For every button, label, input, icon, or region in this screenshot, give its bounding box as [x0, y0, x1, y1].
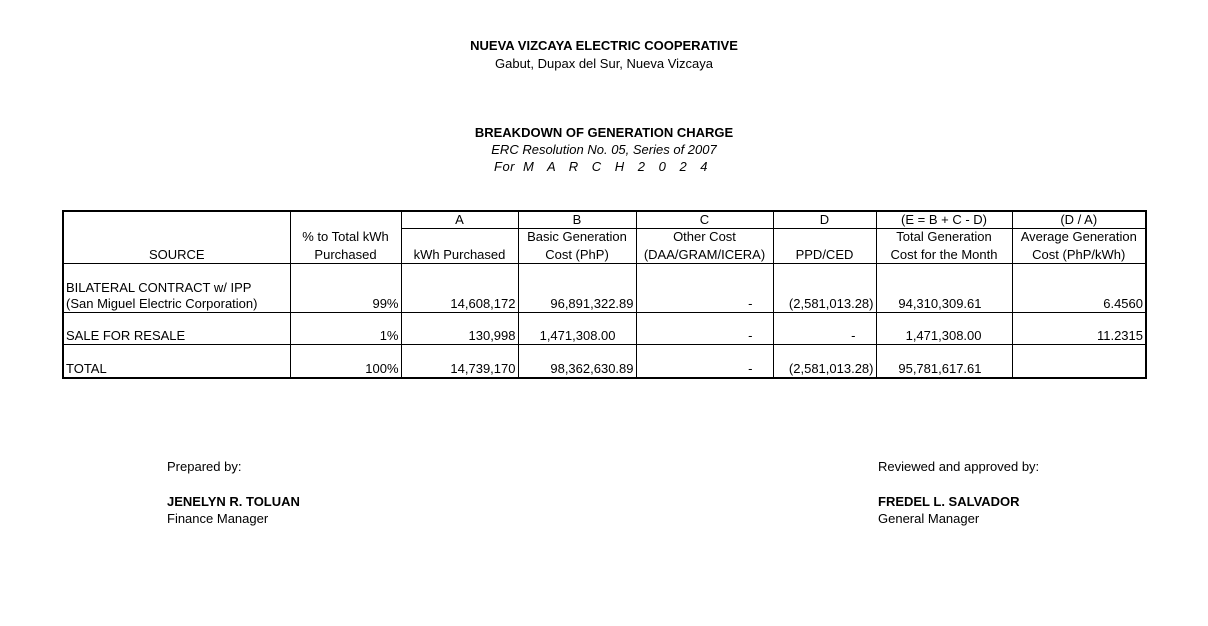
org-address: Gabut, Dupax del Sur, Nueva Vizcaya — [495, 56, 713, 71]
col-letter-e: (E = B + C - D) — [876, 211, 1012, 229]
pct-cell: 1% — [290, 328, 401, 345]
header-row-2 — [63, 245, 1146, 264]
header-kwh-line1 — [401, 229, 518, 246]
ppd-cell: - — [773, 328, 876, 345]
header-total-line1: Total Generation — [876, 229, 1012, 246]
col-letter-b: B — [518, 211, 636, 229]
header-pct-line1: % to Total kWh — [290, 229, 401, 246]
header-ppd: PPD/CED — [773, 245, 876, 264]
header-other-line1: Other Cost — [636, 229, 773, 246]
header-basic-line1: Basic Generation — [518, 229, 636, 246]
total-generation-cost-cell: 95,781,617.61 — [876, 361, 1012, 378]
total-cost-cell: 94,310,309.61 — [876, 296, 1012, 313]
period-prefix: For — [494, 159, 515, 174]
total-cost-cell: 1,471,308.00 — [876, 328, 1012, 345]
table-row — [63, 296, 1146, 313]
header-other: (DAA/GRAM/ICERA) — [636, 245, 773, 264]
col-letter-source — [63, 211, 290, 229]
header-kwh: kWh Purchased — [401, 245, 518, 264]
other-cost-cell: - — [636, 296, 773, 313]
header-avg-line1: Average Generation — [1012, 229, 1146, 246]
header-avg: Cost (PhP/kWh) — [1012, 245, 1146, 264]
kwh-cell: 14,608,172 — [401, 296, 518, 313]
period-month: M A R C H 2 0 2 4 — [523, 159, 713, 174]
prepared-by-label: Prepared by: — [167, 459, 242, 474]
header-pct: Purchased — [290, 245, 401, 264]
column-letter-row — [63, 211, 1146, 229]
avg-cost-cell: 11.2315 — [1012, 328, 1146, 345]
source-cell: BILATERAL CONTRACT w/ IPP — [63, 280, 290, 296]
prepared-by-title: Finance Manager — [167, 511, 269, 526]
header-ppd-line1 — [773, 229, 876, 246]
resolution-reference: ERC Resolution No. 05, Series of 2007 — [491, 142, 717, 157]
spacer-row — [63, 345, 1146, 361]
col-letter-pct — [290, 211, 401, 229]
table-row — [63, 280, 1146, 296]
ppd-cell: (2,581,013.28) — [773, 296, 876, 313]
billing-period — [494, 159, 713, 174]
avg-cost-cell: 6.4560 — [1012, 296, 1146, 313]
header-source-line1 — [63, 229, 290, 246]
source-cell-sub: (San Miguel Electric Corporation) — [63, 296, 290, 313]
basic-cost-cell: 96,891,322.89 — [518, 296, 636, 313]
org-name: NUEVA VIZCAYA ELECTRIC COOPERATIVE — [470, 38, 738, 53]
header-source: SOURCE — [63, 245, 290, 264]
reviewed-by-label: Reviewed and approved by: — [878, 459, 1040, 474]
spacer-row — [63, 312, 1146, 328]
document-title: BREAKDOWN OF GENERATION CHARGE — [474, 125, 734, 140]
total-basic-cost-cell: 98,362,630.89 — [518, 361, 636, 378]
table-row — [63, 328, 1146, 345]
total-ppd-cell: (2,581,013.28) — [773, 361, 876, 378]
header-row-1 — [63, 229, 1146, 246]
source-cell: SALE FOR RESALE — [63, 328, 290, 345]
col-letter-a: A — [401, 211, 518, 229]
total-row — [63, 361, 1146, 378]
total-kwh-cell: 14,739,170 — [401, 361, 518, 378]
col-letter-d: D — [773, 211, 876, 229]
header-basic: Cost (PhP) — [518, 245, 636, 264]
other-cost-cell: - — [636, 328, 773, 345]
total-pct-cell: 100% — [290, 361, 401, 378]
header-total: Cost for the Month — [876, 245, 1012, 264]
total-avg-cost-cell — [1012, 361, 1146, 378]
prepared-by-name: JENELYN R. TOLUAN — [167, 494, 300, 509]
total-other-cost-cell: - — [636, 361, 773, 378]
reviewed-by-title: General Manager — [878, 511, 980, 526]
generation-charge-table — [62, 210, 1147, 379]
col-letter-c: C — [636, 211, 773, 229]
total-label: TOTAL — [63, 361, 290, 378]
reviewed-by-name: FREDEL L. SALVADOR — [878, 494, 1020, 509]
spacer-row — [63, 264, 1146, 280]
kwh-cell: 130,998 — [401, 328, 518, 345]
basic-cost-cell: 1,471,308.00 — [518, 328, 636, 345]
col-letter-avg: (D / A) — [1012, 211, 1146, 229]
pct-cell: 99% — [290, 296, 401, 313]
